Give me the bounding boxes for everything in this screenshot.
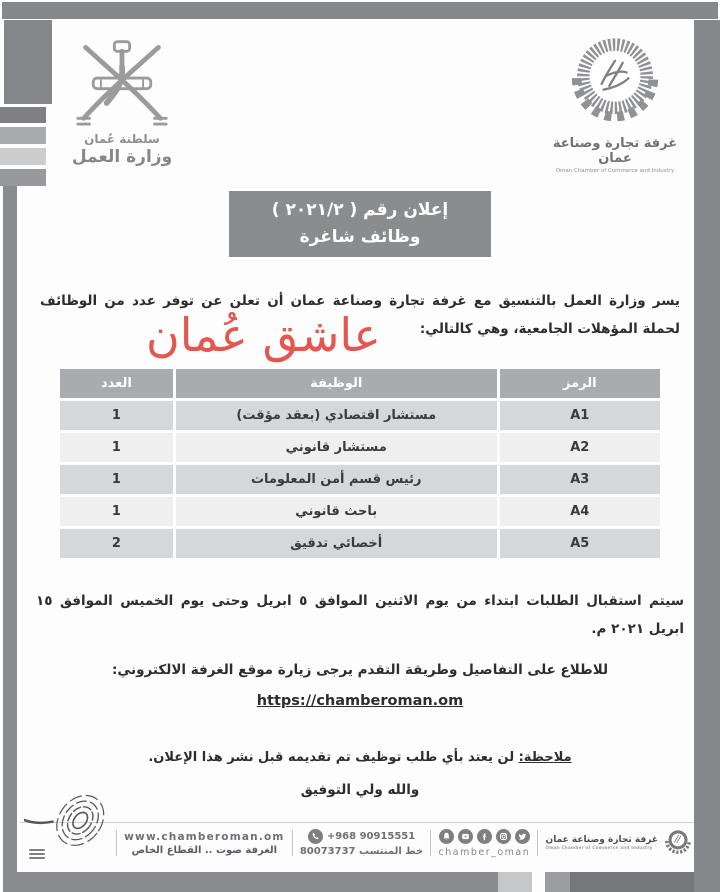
facebook-icon bbox=[477, 829, 492, 844]
ministry-country-label: سلطنة عُمان bbox=[84, 132, 160, 146]
footer-website-block bbox=[124, 831, 284, 856]
dates-paragraph: سيتم استقبال الطلبات ابتداء من يوم الاثنين الموافق ٥ ابريل وحتى يوم الخميس الموافق ١٥ ابريل ٢٠٢١ م. bbox=[36, 593, 684, 637]
frame-bottom-segment bbox=[570, 872, 694, 892]
frame-left-block bbox=[4, 20, 52, 104]
ministry-name-label: وزارة العمل bbox=[71, 147, 173, 167]
footer-chamber-name-english: Oman Chamber of Commerce and Industry bbox=[545, 845, 653, 850]
cell-code: A5 bbox=[500, 529, 660, 558]
cell-job: مستشار قانوني bbox=[176, 433, 497, 462]
frame-right-bar bbox=[694, 20, 720, 892]
footer-separator bbox=[430, 830, 431, 856]
cell-job: أخصائي تدقيق bbox=[176, 529, 497, 558]
cell-job: رئيس قسم أمن المعلومات bbox=[176, 465, 497, 494]
details-paragraph: للاطلاع على التفاصيل وطريقة التقدم يرجى زيارة موقع الغرفة الالكتروني: bbox=[111, 662, 609, 678]
frame-bottom-segment bbox=[498, 872, 532, 892]
cell-code: A4 bbox=[500, 497, 660, 526]
youtube-icon bbox=[458, 829, 473, 844]
footer-member-label: خط المنتسب bbox=[359, 846, 424, 857]
bell-icon bbox=[439, 829, 454, 844]
chamber-gear-mini-icon bbox=[664, 827, 692, 859]
table-header-row bbox=[60, 369, 660, 398]
instagram-icon bbox=[496, 829, 511, 844]
footer-website-url: www.chamberoman.om bbox=[124, 830, 285, 843]
watermark-text: عاشق عُمان bbox=[146, 308, 381, 362]
frame-left-segment bbox=[0, 148, 46, 165]
footer-social-block bbox=[439, 829, 531, 858]
closing-phrase: والله ولي التوفيق bbox=[300, 782, 420, 798]
twitter-icon bbox=[515, 829, 530, 844]
website-link-row bbox=[0, 690, 720, 709]
ministry-of-labour-block bbox=[52, 34, 192, 167]
footer-phone-number: +968 90915551 bbox=[326, 831, 416, 842]
table-row bbox=[60, 465, 660, 494]
announcement-number: إعلان رقم ( ٢٠٢١/٢ ) bbox=[271, 199, 449, 220]
frame-left-segment bbox=[0, 107, 46, 123]
note-label: ملاحظة: bbox=[518, 750, 572, 765]
cell-code: A2 bbox=[500, 433, 660, 462]
intro-paragraph: يسر وزارة العمل بالتنسيق مع غرفة تجارة وصناعة عمان أن تعلن عن توفر عدد من الوظائف لحملة المؤهلات الجامعية، وهي كالتالي: bbox=[40, 293, 680, 337]
chamber-logo-block bbox=[540, 34, 690, 174]
footer-social-handle: chamber_oman bbox=[438, 846, 531, 858]
cell-count: 2 bbox=[60, 529, 173, 558]
footer-member-number: 80073737 bbox=[299, 846, 356, 857]
cell-count: 1 bbox=[60, 465, 173, 494]
header-code: الرمز bbox=[500, 369, 660, 398]
cell-count: 1 bbox=[60, 497, 173, 526]
announcement-subtitle: وظائف شاغرة bbox=[299, 226, 421, 247]
vacancies-table-body bbox=[60, 401, 660, 558]
cell-count: 1 bbox=[60, 433, 173, 462]
table-row bbox=[60, 497, 660, 526]
cell-code: A1 bbox=[500, 401, 660, 430]
footer-bar bbox=[116, 825, 692, 861]
frame-bottom-segment bbox=[545, 872, 570, 892]
table-row bbox=[60, 433, 660, 462]
table-row bbox=[60, 529, 660, 558]
frame-bottom-segment bbox=[15, 872, 498, 892]
frame-left-segment bbox=[0, 169, 46, 186]
footer-chamber-name-arabic: غرفة تجارة وصناعة عمان bbox=[545, 835, 658, 846]
frame-top-bar bbox=[2, 2, 718, 19]
chamber-name-english: Oman Chamber of Commerce and Industry bbox=[555, 168, 675, 174]
note-paragraph bbox=[30, 750, 690, 765]
chamber-website-link[interactable]: https://chamberoman.om bbox=[256, 693, 464, 709]
frame-left-segment bbox=[0, 127, 46, 144]
oman-national-emblem-icon bbox=[62, 111, 182, 130]
footer-separator bbox=[537, 830, 538, 856]
chamber-name-arabic: غرفة تجارة وصناعة عمان bbox=[552, 136, 678, 166]
note-text: لن يعتد بأي طلب توظيف تم تقديمه قبل نشر هذا الإعلان. bbox=[148, 750, 519, 765]
chamber-gear-logo-icon bbox=[567, 115, 663, 134]
cell-code: A3 bbox=[500, 465, 660, 494]
footer-slogan: الغرفة صوت .. القطاع الخاص bbox=[131, 844, 278, 856]
announcement-title-box bbox=[229, 191, 491, 257]
whatsapp-icon bbox=[308, 829, 323, 844]
header-job: الوظيفة bbox=[176, 369, 497, 398]
cell-job: باحث قانوني bbox=[176, 497, 497, 526]
fingerprint-graphic bbox=[24, 792, 124, 864]
table-row bbox=[60, 401, 660, 430]
cell-job: مستشار اقتصادي (بعقد مؤقت) bbox=[176, 401, 497, 430]
footer-separator bbox=[116, 830, 117, 856]
cell-count: 1 bbox=[60, 401, 173, 430]
footer-separator bbox=[292, 830, 293, 856]
vacancies-table bbox=[57, 366, 663, 561]
header-count: العدد bbox=[60, 369, 173, 398]
footer-chamber-logo-block bbox=[546, 827, 692, 859]
footer-phone-block bbox=[300, 829, 423, 857]
